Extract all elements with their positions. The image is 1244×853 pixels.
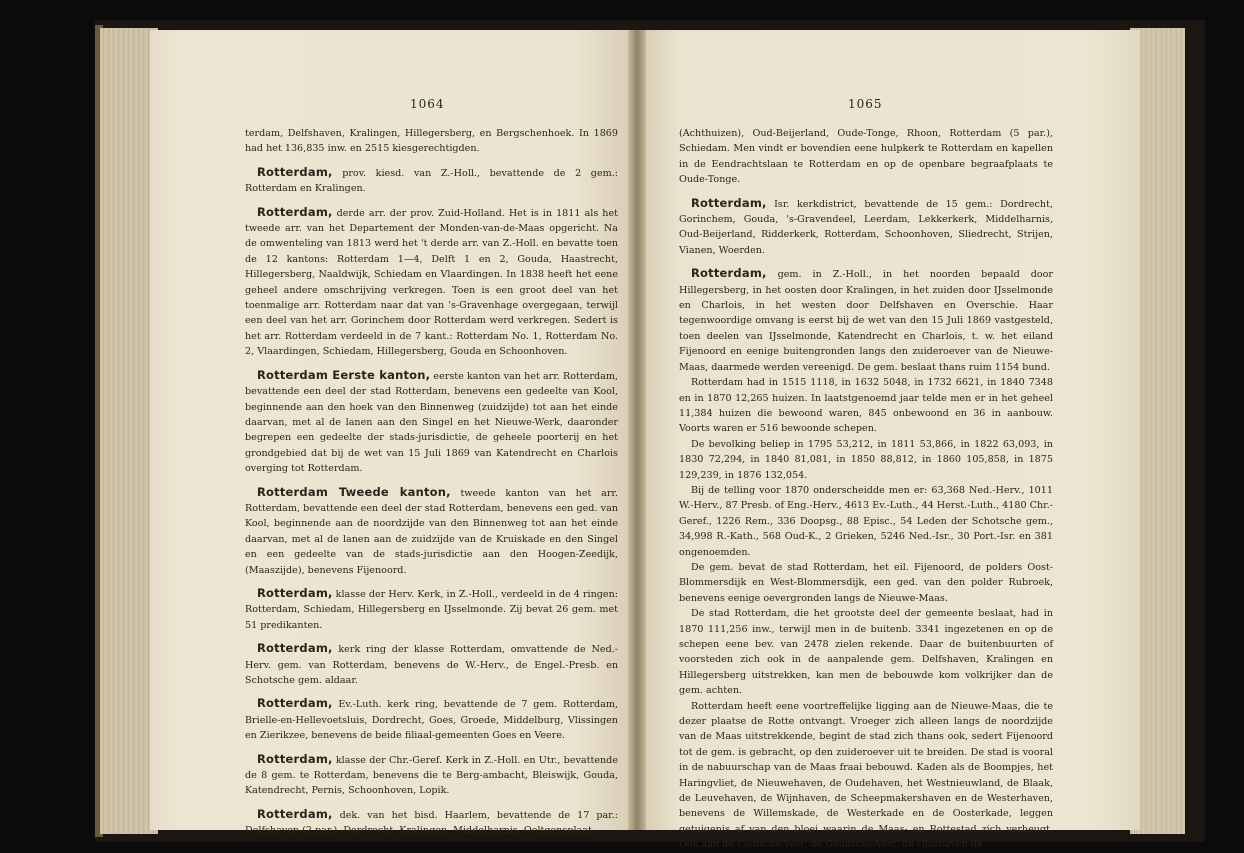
right-text-column: [679, 126, 1053, 853]
entry: [245, 752, 618, 799]
entry: [245, 807, 618, 839]
paragraph-text: De gem. bevat de stad Rotterdam, het eil. Fijenoord, de polders Oost-Blommersdijk en West-Blommersdijk, een ged. van den polder Rubroek, benevens eenige oevergronden langs de Nieuwe-Maas.: [679, 561, 1053, 604]
paragraph-text: terdam, Delfshaven, Kralingen, Hillegersberg, en Bergschenhoek. In 1869 had het 136,835 inw. en 2515 kiesgerechtigden.: [245, 128, 618, 155]
paragraph: [679, 606, 1053, 698]
entry-text: kerk ring der klasse Rotterdam, omvattende de Ned.-Herv. gem. van Rotterdam, benevens de W.-Herv., de Engel.-Presb. en Schotsche gem. aldaar.: [245, 644, 618, 686]
entry-text: Isr. kerkdistrict, bevattende de 15 gem.: Dordrecht, Gorinchem, Gouda, 's-Gravendeel, Leerdam, Lekkerkerk, Middelharnis, Oud-Beijerland, Ridderkerk, Rotterdam, Schoonhoven, Sliedrecht, Strijen, Vianen, Woerden.: [679, 198, 1053, 256]
paragraph-text: De bevolking beliep in 1795 53,212, in 1811 53,866, in 1822 63,093, in 1830 72,294, in 1840 81,081, in 1850 88,812, in 1860 105,858, in 1875 129,239, in 1876 132,054.: [679, 438, 1053, 481]
left-text-column: [245, 126, 618, 839]
paragraph: [679, 126, 1053, 188]
entry-text: klasse der Chr.-Geref. Kerk in Z.-Holl. en Utr., bevattende de 8 gem. te Rotterdam, benevens die te Berg-ambacht, Bleiswijk, Gouda, Katendrecht, Pernis, Schoonhoven, Lopik.: [245, 754, 618, 797]
paragraph-text: De stad Rotterdam, die het grootste deel der gemeente beslaat, had in 1870 111,256 inw., terwijl men in de buitenb. 3341 ingezetenen en op de schepen eene bev. van 2478 zielen rekende. Daar de buitenbuurten of voorsteden zich ook in de aanpalende gem. Delfshaven, Kralingen en Hillegersberg uitstrekken, kan men de bebouwde kom volkrijker dan de gem. achten.: [679, 608, 1053, 697]
entry-text: tweede kanton van het arr. Rotterdam, bevattende een deel der stad Rotterdam, benevens een ged. van Kool, beginnende aan de noordzijde van den Binnenweg tot aan het einde daarvan, met al de lanen aan de zuidzijde van de Kruiskade en den Singel en een gedeelte van de stads-jurisdictie aan den Hoogen-Zeedijk, (Maaszijde), benevens Fijenoord.: [245, 487, 618, 576]
paragraph: [679, 375, 1053, 437]
entry-headword: Rotterdam,: [257, 751, 333, 766]
entry-headword: Rotterdam,: [257, 696, 333, 711]
entry-text: prov. kiesd. van Z.-Holl., bevattende de 2 gem.: Rotterdam en Kralingen.: [245, 167, 618, 195]
entry-headword: Rotterdam,: [257, 164, 333, 179]
paragraph-text: (Achthuizen), Oud-Beijerland, Oude-Tonge, Rhoon, Rotterdam (5 par.), Schiedam. Men vindt er bovendien eene hulpkerk te Rotterdam en kapellen in de Eendrachtslaan te Rotterdam en op de openbare begraafplaats te Oude-Tonge.: [679, 128, 1053, 186]
entry: [679, 266, 1053, 375]
entry-text: eerste kanton van het arr. Rotterdam, bevattende een deel der stad Rotterdam, benevens een gedeelte van Kool, beginnende aan den hoek van den Binnenweg (zuidzijde) tot aan het einde daarvan, met al de lanen aan den Singel en het Nieuwe-Werk, daaronder begrepen een gedeelte der stads-jurisdictie, de geheele poorterij en het grondgebied dat bij de wet van 15 Juli 1869 van Katendrecht en Charlois overging tot Rotterdam.: [245, 370, 618, 475]
entry-headword: Rotterdam,: [257, 204, 333, 219]
paragraph-text: Rotterdam heeft eene voortreffelijke ligging aan de Nieuwe-Maas, die te dezer plaatse de Rotte ontvangt. Vroeger zich alleen langs de noordzijde van de Maas uitstrekkende, begint de stad zich thans ook, sedert Fijenoord tot de gem. is gebracht, op den zuideroever uit te breiden. De stad is vooral in de nabuurschap van de Maas fraai bebouwd. Kaden als de Boompjes, het Haringvliet, de Nieuwehaven, de Oudehaven, het Westnieuwland, de Blaak, de Leuvehaven, de Wijnhaven, de Scheepmakershaven en de Westerhaven, benevens de Willemskade, de Westerkade en de Oosterkade, leggen getuigenis af van den bloei waarin de Maas- en Rottestad zich verheugt. Ook aan de Coolsche-Vest, de Goudsche-Vest, de Glashaven de: [679, 700, 1053, 851]
paragraph-text: Bij de telling voor 1870 onderscheidde men er: 63,368 Ned.-Herv., 1011 W.-Herv., 87 Presb. of Eng.-Herv., 4613 Ev.-Luth., 44 Herst.-Luth., 4180 Chr.-Geref., 1226 Rem., 336 Doopsg., 88 Episc., 54 Leden der Schotsche gem., 34,998 R.-Kath., 568 Oud-K., 2 Grieken, 5246 Ned.-Isr., 30 Port.-Isr. en 381 ongenoemden.: [679, 484, 1053, 558]
paragraph-text: Rotterdam had in 1515 1118, in 1632 5048, in 1732 6621, in 1840 7348 en in 1870 12,265 huizen. In laatstgenoemd jaar telde men er in het geheel 11,384 huizen die bewoond waren, 845 onbewoond en 36 in aanbouw. Voorts waren er 516 bewoonde schepen.: [679, 377, 1053, 435]
book-gutter: [628, 30, 646, 830]
entry: [245, 641, 618, 688]
paragraph: [245, 126, 618, 157]
entry-headword: Rotterdam,: [257, 806, 333, 821]
paragraph: [679, 699, 1053, 853]
entry: [679, 196, 1053, 259]
entry: [245, 205, 618, 360]
entry-text: klasse der Herv. Kerk, in Z.-Holl., verdeeld in de 4 ringen: Rotterdam, Schiedam, Hillegersberg en IJsselmonde. Zij bevat 26 gem. met 51 predikanten.: [245, 588, 618, 631]
paragraph: [679, 560, 1053, 606]
entry: [245, 586, 618, 633]
entry: [245, 165, 618, 197]
entry-text: gem. in Z.-Holl., in het noorden bepaald door Hillegersberg, in het oosten door Kralingen, in het zuiden door IJsselmonde en Charlois, in het westen door Delfshaven en Overschie. Haar tegenwoordige omvang is eerst bij de wet van den 15 Juli 1869 vastgesteld, toen deelen van IJsselmonde, Katendrecht en Charlois, t. w. het eiland Fijenoord en eenige buitengronden langs den zuideroever van de Nieuwe-Maas, daarmede werden vereenigd. De gem. beslaat thans ruim 1154 bund.: [679, 269, 1053, 373]
entry: [245, 368, 618, 477]
paragraph: [679, 483, 1053, 560]
entry: [245, 696, 618, 743]
entry-text: Ev.-Luth. kerk ring, bevattende de 7 gem. Rotterdam, Brielle-en-Hellevoetsluis, Dordrecht, Goes, Groede, Middelburg, Vlissingen en Zierikzee, benevens de beide filiaal-gemeenten Goes en Veere.: [245, 699, 618, 742]
entry-headword: Rotterdam,: [691, 195, 767, 210]
entry-headword: Rotterdam,: [257, 641, 333, 656]
paragraph: [679, 437, 1053, 483]
page-number-left: 1064: [410, 97, 445, 111]
page-number-right: 1065: [848, 97, 883, 111]
entry-text: dek. van het bisd. Haarlem, bevattende de 17 par.: Delfshaven (2 par.), Dordrecht, Kralingen, Middelharnis, Ooltgensplaat: [245, 809, 618, 837]
entry-headword: Rotterdam,: [257, 585, 333, 600]
entry-headword: Rotterdam Tweede kanton,: [257, 484, 451, 499]
entry-text: derde arr. der prov. Zuid-Holland. Het is in 1811 als het tweede arr. van het Departement der Monden-van-de-Maas opgericht. Na de omwenteling van 1813 werd het 't derde arr. van Z.-Holl. en bevatte toen de 12 kantons: Rotterdam 1—4, Delft 1 en 2, Gouda, Haastrecht, Hillegersberg, Naaldwijk, Schiedam en Vlaardingen. In 1838 heeft het eene geheel andere omschrijving verkregen. Toen is een groot deel van het toenmalige arr. Rotterdam naar dat van 's-Gravenhage overgegaan, terwijl een deel van het arr. Gorinchem door Rotterdam werd verkregen. Sedert is het arr. Rotterdam verdeeld in de 7 kant.: Rotterdam No. 1, Rotterdam No. 2, Vlaardingen, Schiedam, Hillegersberg, Gouda en Schoonhoven.: [245, 207, 618, 358]
entry: [245, 485, 618, 578]
entry-headword: Rotterdam,: [691, 266, 767, 281]
entry-headword: Rotterdam Eerste kanton,: [257, 367, 431, 382]
